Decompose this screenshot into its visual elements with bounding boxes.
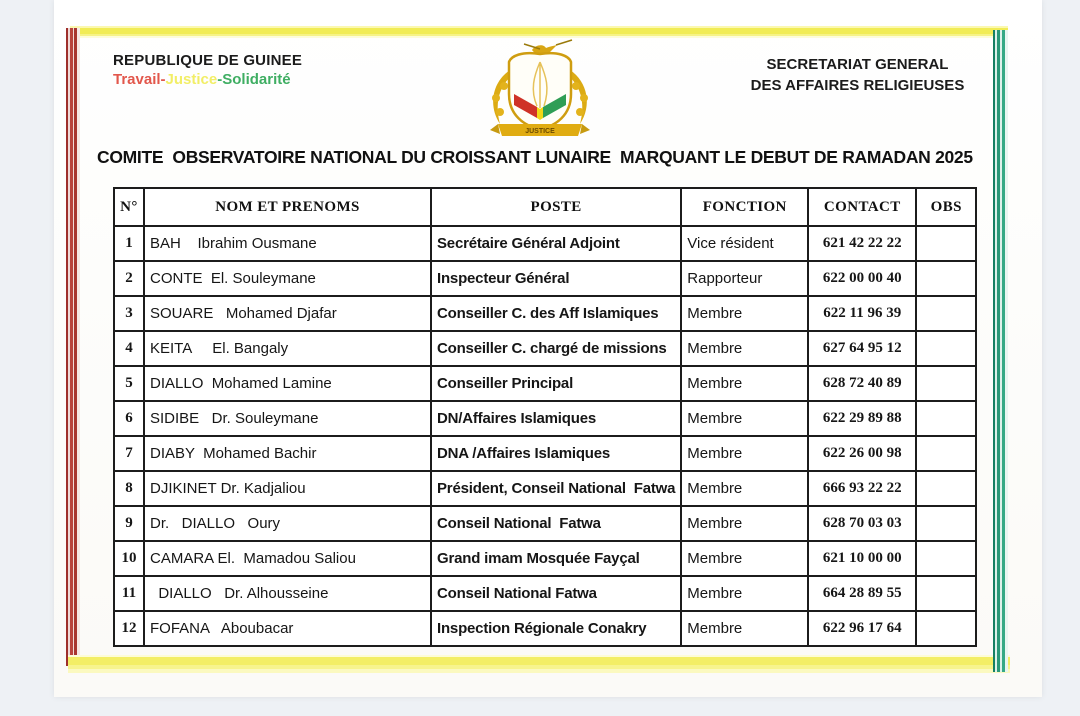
col-header-num: N°: [114, 188, 144, 226]
cell-poste: Conseil National Fatwa: [431, 506, 681, 541]
cell-obs: [916, 611, 976, 646]
cell-obs: [916, 261, 976, 296]
cell-poste: Inspection Régionale Conakry: [431, 611, 681, 646]
cell-num: 7: [114, 436, 144, 471]
cell-obs: [916, 401, 976, 436]
cell-name: SIDIBE Dr. Souleymane: [144, 401, 431, 436]
table-row: [114, 506, 976, 541]
cell-contact: 621 42 22 22: [808, 226, 916, 261]
cell-contact: 627 64 95 12: [808, 331, 916, 366]
cell-num: 3: [114, 296, 144, 331]
cell-name: DJIKINET Dr. Kadjaliou: [144, 471, 431, 506]
cell-poste: Conseiller Principal: [431, 366, 681, 401]
cell-name: DIALLO Mohamed Lamine: [144, 366, 431, 401]
secretariat-line2: DES AFFAIRES RELIGIEUSES: [750, 77, 965, 94]
cell-contact: 622 96 17 64: [808, 611, 916, 646]
cell-poste: DN/Affaires Islamiques: [431, 401, 681, 436]
cell-name: DIABY Mohamed Bachir: [144, 436, 431, 471]
cell-fonction: Membre: [681, 576, 808, 611]
cell-contact: 628 70 03 03: [808, 506, 916, 541]
cell-contact: 666 93 22 22: [808, 471, 916, 506]
table-row: [114, 541, 976, 576]
cell-name: BAH Ibrahim Ousmane: [144, 226, 431, 261]
cell-fonction: Vice résident: [681, 226, 808, 261]
col-header-poste: POSTE: [431, 188, 681, 226]
cell-num: 8: [114, 471, 144, 506]
table-row: [114, 436, 976, 471]
cell-poste: Secrétaire Général Adjoint: [431, 226, 681, 261]
cell-contact: 664 28 89 55: [808, 576, 916, 611]
table-header: [114, 188, 976, 226]
emblem-ribbon-text: JUSTICE: [525, 128, 555, 135]
motto-travail: Travail-: [113, 71, 166, 88]
secretariat-line1: SECRETARIAT GENERAL: [766, 56, 949, 73]
cell-poste: Inspecteur Général: [431, 261, 681, 296]
motto-justice: Justice: [165, 71, 218, 88]
cell-poste: Conseil National Fatwa: [431, 576, 681, 611]
cell-name: CONTE El. Souleymane: [144, 261, 431, 296]
cell-num: 11: [114, 576, 144, 611]
cell-fonction: Membre: [681, 471, 808, 506]
cell-fonction: Membre: [681, 541, 808, 576]
national-motto: [113, 71, 373, 88]
col-header-name: NOM ET PRENOMS: [144, 188, 431, 226]
table-row: [114, 331, 976, 366]
cell-num: 6: [114, 401, 144, 436]
cell-obs: [916, 296, 976, 331]
motto-solidarite: -Solidarité: [217, 71, 291, 88]
cell-obs: [916, 471, 976, 506]
table-row: [114, 611, 976, 646]
cell-fonction: Membre: [681, 611, 808, 646]
cell-obs: [916, 436, 976, 471]
cell-poste: Conseiller C. des Aff Islamiques: [431, 296, 681, 331]
cell-num: 12: [114, 611, 144, 646]
table-row: [114, 471, 976, 506]
cell-num: 5: [114, 366, 144, 401]
cell-obs: [916, 331, 976, 366]
cell-fonction: Rapporteur: [681, 261, 808, 296]
table-row: [114, 261, 976, 296]
cell-contact: 622 29 89 88: [808, 401, 916, 436]
cell-fonction: Membre: [681, 401, 808, 436]
cell-contact: 622 00 00 40: [808, 261, 916, 296]
cell-num: 9: [114, 506, 144, 541]
cell-contact: 621 10 00 00: [808, 541, 916, 576]
document-title: COMITE OBSERVATOIRE NATIONAL DU CROISSANT LUNAIRE MARQUANT LE DEBUT DE RAMADAN 2025: [97, 147, 973, 167]
table-row: [114, 226, 976, 261]
cell-poste: Grand imam Mosquée Fayçal: [431, 541, 681, 576]
letterhead-right: [745, 54, 970, 96]
cell-obs: [916, 541, 976, 576]
guinea-coat-of-arms-icon: [480, 36, 600, 140]
cell-num: 10: [114, 541, 144, 576]
republic-title: REPUBLIQUE DE GUINEE: [113, 52, 303, 69]
cell-name: FOFANA Aboubacar: [144, 611, 431, 646]
cell-contact: 628 72 40 89: [808, 366, 916, 401]
committee-table: [113, 187, 977, 647]
cell-contact: 622 11 96 39: [808, 296, 916, 331]
cell-contact: 622 26 00 98: [808, 436, 916, 471]
cell-obs: [916, 506, 976, 541]
cell-fonction: Membre: [681, 296, 808, 331]
col-header-contact: CONTACT: [808, 188, 916, 226]
cell-num: 1: [114, 226, 144, 261]
cell-num: 4: [114, 331, 144, 366]
cell-num: 2: [114, 261, 144, 296]
cell-obs: [916, 226, 976, 261]
table-row: [114, 576, 976, 611]
cell-poste: Président, Conseil National Fatwa: [431, 471, 681, 506]
table-row: [114, 401, 976, 436]
cell-fonction: Membre: [681, 366, 808, 401]
frame-right-green-stripes: [993, 30, 1008, 672]
col-header-obs: OBS: [916, 188, 976, 226]
col-header-fonction: FONCTION: [681, 188, 808, 226]
cell-name: SOUARE Mohamed Djafar: [144, 296, 431, 331]
cell-name: DIALLO Dr. Alhousseine: [144, 576, 431, 611]
letterhead-left: [113, 52, 373, 88]
cell-fonction: Membre: [681, 506, 808, 541]
cell-fonction: Membre: [681, 436, 808, 471]
frame-bottom-yellow-band: [68, 655, 1010, 673]
cell-poste: Conseiller C. chargé de missions: [431, 331, 681, 366]
cell-fonction: Membre: [681, 331, 808, 366]
cell-name: CAMARA El. Mamadou Saliou: [144, 541, 431, 576]
cell-obs: [916, 366, 976, 401]
table-row: [114, 296, 976, 331]
cell-poste: DNA /Affaires Islamiques: [431, 436, 681, 471]
frame-left-red-stripes: [66, 28, 80, 666]
table-row: [114, 366, 976, 401]
cell-obs: [916, 576, 976, 611]
cell-name: Dr. DIALLO Oury: [144, 506, 431, 541]
cell-name: KEITA El. Bangaly: [144, 331, 431, 366]
